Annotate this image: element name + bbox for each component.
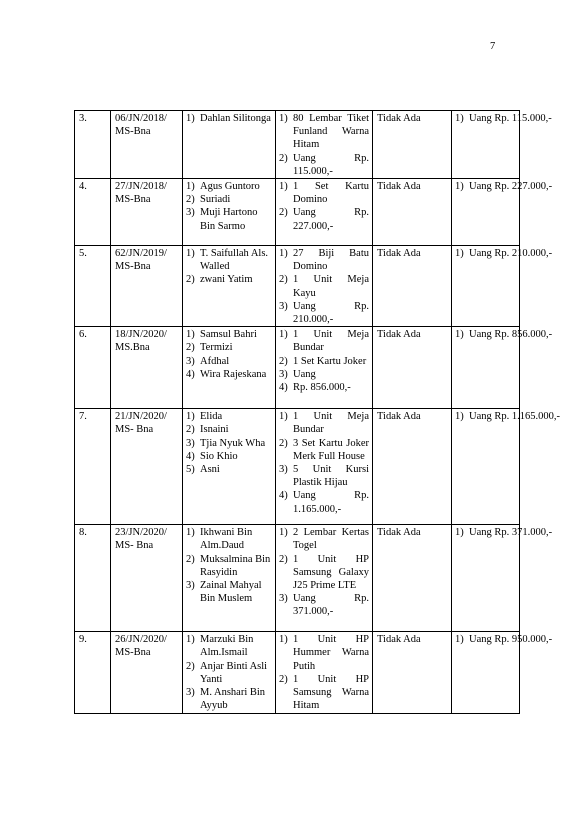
evidence-list [280, 526, 369, 618]
payment-list [455, 247, 553, 260]
list-item-text: Suriadi [200, 194, 231, 206]
list-item: 4) Wira Rajeskana [186, 368, 267, 380]
register-number: 23/JN/2020/ MS- Bna [111, 525, 183, 632]
payment-list [455, 112, 552, 125]
evidence-list [280, 180, 369, 233]
list-item-text: Tjia Nyuk Wha [200, 437, 266, 449]
evidence [276, 246, 373, 327]
defendants [183, 111, 276, 179]
list-item-text: Ikhwani Bin Alm.Daud [200, 527, 253, 552]
defendants-list [187, 180, 272, 233]
list-item-text: Agus Guntoro [200, 181, 260, 193]
payment-list [455, 410, 560, 423]
list-item-text: Marzuki Bin Alm.Ismail [200, 634, 254, 659]
list-item: 4) Rp. 856.000,- [279, 382, 351, 394]
list-item-text: 1 Unit Meja Kayu [293, 274, 369, 299]
payment [452, 632, 553, 714]
list-item: 4) Uang Rp. 1.165.000,- [279, 490, 369, 515]
register-number: 27/JN/2018/ MS-Bna [111, 179, 183, 246]
payment [452, 525, 553, 632]
list-item: 1) Uang Rp. 856.000,- [455, 329, 553, 341]
list-item-text: 3 Set Kartu Joker Merk Full House [293, 437, 369, 462]
list-item-text: Uang Rp. 210.000,- [469, 248, 553, 260]
list-item: 1) 2 Lembar Kertas Togel [279, 527, 369, 552]
list-item-text: Uang Rp. 856.000,- [469, 329, 553, 341]
list-item-text: M. Anshari Bin Ayyub [200, 687, 266, 712]
list-item: 1) 1 Unit HP Hummer Warna Putih [279, 634, 369, 672]
list-item: 1) Uang Rp. 115.000,- [455, 113, 552, 124]
defendants-list [187, 247, 272, 287]
list-item: 2) 1 Unit HP Samsung Warna Hitam [279, 673, 369, 712]
list-item: 5) Asni [186, 464, 220, 476]
list-item: 1) 1 Set Kartu Domino [279, 181, 369, 206]
list-item-text: Uang Rp. 227.000,- [469, 181, 553, 193]
row-number: 7. [75, 409, 111, 525]
list-item: 1) 27 Biji Batu Domino [279, 248, 369, 273]
register-number: 62/JN/2019/ MS-Bna [111, 246, 183, 327]
list-item-text: Muji Hartono Bin Sarmo [200, 207, 258, 232]
row-number: 6. [75, 327, 111, 409]
keterangan: Tidak Ada [373, 327, 452, 409]
list-item: 2) Termizi [186, 342, 233, 354]
list-item: 3) Uang Rp. 371.000,- [279, 593, 369, 618]
list-item: 3) Uang [279, 368, 316, 380]
list-item-text: Isnaini [200, 424, 229, 436]
list-item-text: 2 Lembar Kertas Togel [293, 527, 369, 552]
row-number: 9. [75, 632, 111, 714]
list-item-text: Uang Rp. 1.165.000,- [293, 490, 369, 515]
defendants-list [187, 410, 272, 476]
list-item-text: 1 Unit HP Hummer Warna Putih [293, 634, 369, 672]
list-item: 1) Samsul Bahri [186, 329, 257, 341]
table-row [75, 179, 520, 246]
list-item-text: Uang Rp. 1.165.000,- [469, 411, 560, 423]
list-item-text: Uang Rp. 115.000,- [469, 113, 552, 124]
keterangan: Tidak Ada [373, 525, 452, 632]
table-row [75, 246, 520, 327]
list-item-text: Rp. 856.000,- [293, 382, 351, 394]
list-item: 2) Anjar Binti Asli Yanti [186, 660, 268, 685]
row-number: 4. [75, 179, 111, 246]
evidence [276, 179, 373, 246]
register-number: 06/JN/2018/ MS-Bna [111, 111, 183, 179]
keterangan: Tidak Ada [373, 179, 452, 246]
list-item: 2) Uang Rp. 115.000,- [279, 152, 369, 177]
list-item: 1) 1 Unit Meja Bundar [279, 329, 369, 354]
evidence [276, 327, 373, 409]
list-item-text: Uang Rp. 371.000,- [469, 527, 553, 539]
evidence-list [280, 410, 369, 516]
list-item-text: T. Saifullah Als. Walled [200, 248, 269, 273]
list-item: 2) Muksalmina Bin Rasyidin [186, 553, 271, 578]
list-item-text: 5 Unit Kursi Plastik Hijau [293, 464, 369, 489]
defendants-list [187, 526, 272, 605]
list-item: 3) M. Anshari Bin Ayyub [186, 687, 266, 712]
list-item-text: 1 Unit HP Samsung Galaxy J25 Prime LTE [293, 553, 369, 592]
payment-list [455, 633, 553, 646]
list-item: 1) Uang Rp. 950.000,- [455, 634, 553, 646]
table-row [75, 111, 520, 179]
keterangan: Tidak Ada [373, 111, 452, 179]
evidence [276, 632, 373, 714]
list-item-text: Uang [293, 368, 316, 380]
list-item-text: 27 Biji Batu Domino [293, 248, 369, 273]
list-item: 1) Ikhwani Bin Alm.Daud [186, 527, 253, 552]
defendants [183, 327, 276, 409]
list-item: 1) T. Saifullah Als. Walled [186, 248, 269, 273]
list-item: 1) Uang Rp. 371.000,- [455, 527, 553, 539]
keterangan: Tidak Ada [373, 409, 452, 525]
register-number: 18/JN/2020/ MS.Bna [111, 327, 183, 409]
list-item: 3) 5 Unit Kursi Plastik Hijau [279, 464, 369, 489]
list-item-text: Uang Rp. 210.000,- [293, 300, 369, 326]
list-item: 3) Afdhal [186, 355, 230, 367]
list-item-text: Uang Rp. 115.000,- [293, 152, 369, 177]
list-item: 1) Agus Guntoro [186, 181, 260, 193]
evidence-list [280, 633, 369, 712]
payment [452, 409, 560, 525]
list-item-text: Zainal Mahyal Bin Muslem [200, 580, 262, 605]
list-item-text: 80 Lembar Tiket Funland Warna Hitam [293, 113, 369, 151]
defendants [183, 179, 276, 246]
defendants [183, 409, 276, 525]
payment [452, 111, 552, 179]
list-item-text: Elida [200, 411, 223, 423]
list-item: 2) 1 Set Kartu Joker [279, 355, 367, 367]
table-row [75, 525, 520, 632]
list-item: 2) 1 Unit Meja Kayu [279, 274, 369, 299]
table-row [75, 632, 520, 714]
list-item-text: Wira Rajeskana [200, 368, 267, 380]
defendants [183, 632, 276, 714]
payment [452, 327, 553, 409]
payment-list [455, 328, 553, 341]
keterangan: Tidak Ada [373, 632, 452, 714]
payment-list [455, 526, 553, 539]
list-item-text: 1 Unit Meja Bundar [293, 411, 369, 436]
row-number: 8. [75, 525, 111, 632]
list-item: 1) Uang Rp. 227.000,- [455, 181, 553, 193]
list-item-text: zwani Yatim [200, 274, 253, 286]
evidence [276, 409, 373, 525]
row-number: 3. [75, 111, 111, 179]
list-item-text: Uang Rp. 950.000,- [469, 634, 553, 646]
evidence-list [280, 247, 369, 326]
list-item-text: Dahlan Silitonga [200, 113, 271, 124]
evidence-list [280, 112, 369, 178]
evidence [276, 111, 373, 179]
list-item: 1) Uang Rp. 210.000,- [455, 248, 553, 260]
register-number: 21/JN/2020/ MS- Bna [111, 409, 183, 525]
list-item: 2) zwani Yatim [186, 274, 253, 286]
payment [452, 179, 553, 246]
table-row [75, 409, 520, 525]
list-item-text: Asni [200, 464, 220, 476]
defendants-list [187, 112, 272, 125]
list-item: 2) 3 Set Kartu Joker Merk Full House [279, 437, 369, 462]
list-item-text: Uang Rp. 227.000,- [293, 207, 369, 232]
list-item: 1) Uang Rp. 1.165.000,- [455, 411, 560, 423]
defendants-list [187, 633, 272, 712]
page-number: 7 [490, 41, 496, 52]
keterangan: Tidak Ada [373, 246, 452, 327]
list-item-text: 1 Unit HP Samsung Warna Hitam [293, 673, 369, 712]
list-item: 4) Sio Khio [186, 450, 238, 462]
list-item: 1) Dahlan Silitonga [186, 113, 271, 124]
table-row [75, 327, 520, 409]
list-item: 1) Elida [186, 411, 223, 423]
list-item-text: 1 Unit Meja Bundar [293, 329, 369, 354]
list-item: 1) 80 Lembar Tiket Funland Warna Hitam [279, 113, 369, 151]
list-item-text: Termizi [200, 342, 233, 354]
list-item: 2) Uang Rp. 227.000,- [279, 207, 369, 232]
list-item: 3) Muji Hartono Bin Sarmo [186, 207, 258, 232]
list-item: 1) Marzuki Bin Alm.Ismail [186, 634, 254, 659]
defendants [183, 525, 276, 632]
list-item: 2) Isnaini [186, 424, 229, 436]
register-number: 26/JN/2020/ MS-Bna [111, 632, 183, 714]
list-item-text: 1 Set Kartu Domino [293, 181, 369, 206]
list-item-text: Afdhal [200, 355, 230, 367]
evidence-list [280, 328, 369, 394]
list-item-text: Anjar Binti Asli Yanti [200, 660, 268, 685]
list-item: 3) Uang Rp. 210.000,- [279, 300, 369, 326]
payment-list [455, 180, 553, 193]
list-item: 2) Suriadi [186, 194, 231, 206]
list-item: 3) Tjia Nyuk Wha [186, 437, 266, 449]
list-item: 1) 1 Unit Meja Bundar [279, 411, 369, 436]
list-item: 2) 1 Unit HP Samsung Galaxy J25 Prime LTE [279, 553, 369, 592]
list-item-text: Sio Khio [200, 450, 238, 462]
list-item-text: Muksalmina Bin Rasyidin [200, 553, 271, 578]
case-table [74, 110, 560, 714]
list-item-text: Uang Rp. 371.000,- [293, 593, 369, 618]
list-item-text: Samsul Bahri [200, 329, 257, 341]
payment [452, 246, 553, 327]
defendants [183, 246, 276, 327]
evidence [276, 525, 373, 632]
defendants-list [187, 328, 272, 381]
list-item: 3) Zainal Mahyal Bin Muslem [186, 580, 262, 605]
row-number: 5. [75, 246, 111, 327]
list-item-text: 1 Set Kartu Joker [293, 355, 367, 367]
